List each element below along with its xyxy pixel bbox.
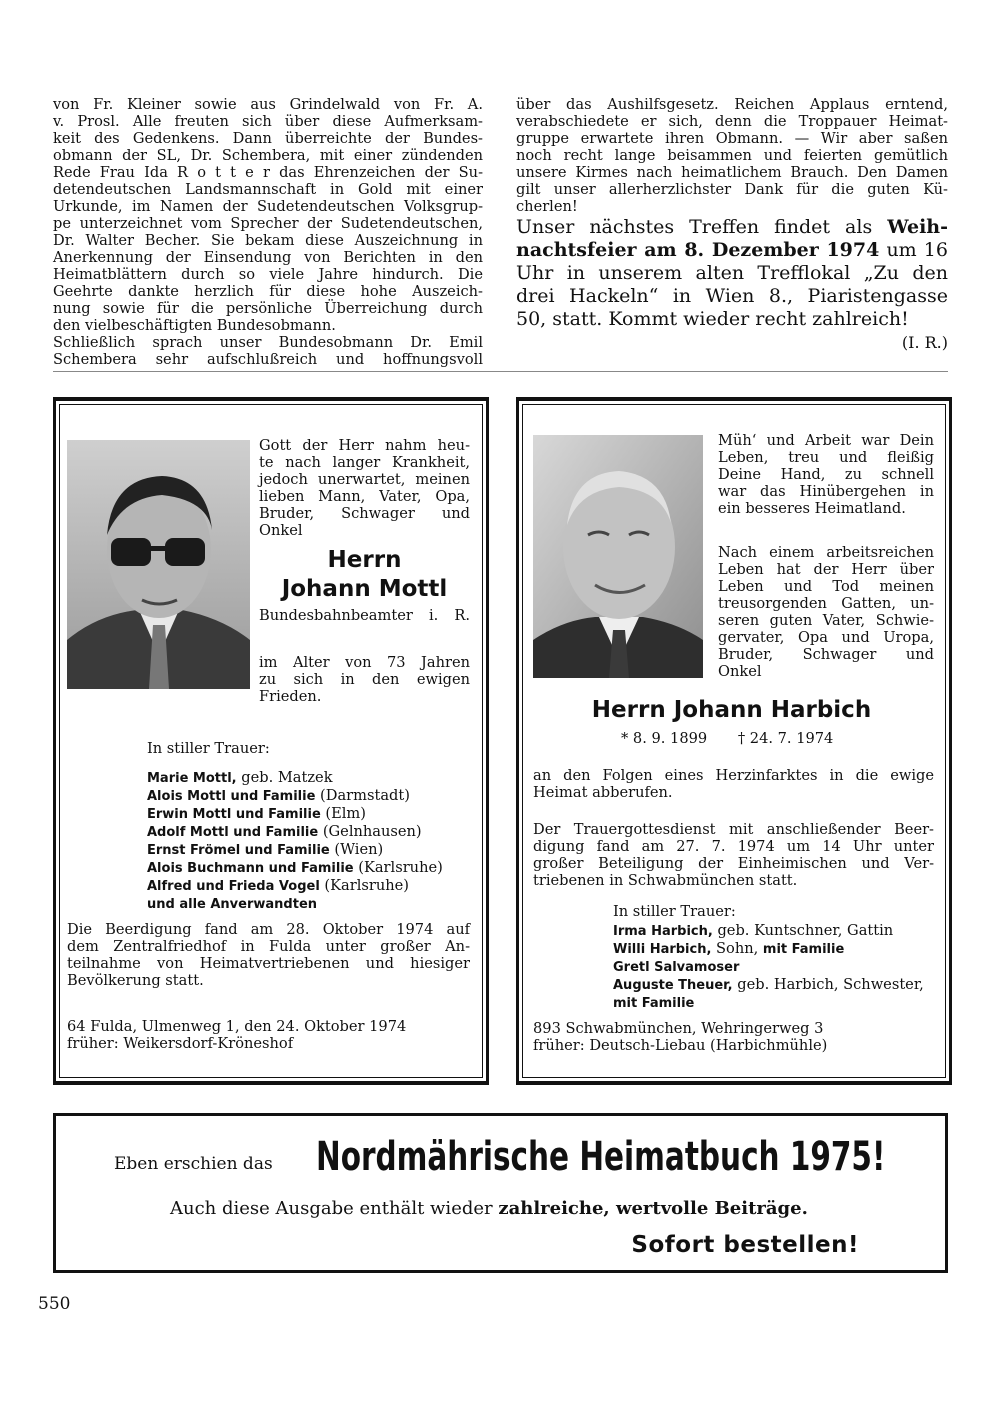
text-line: unsere Kirmes nach heimatlichem Brauch. Den Damen xyxy=(516,164,948,181)
mourner-line: Marie Mottl, geb. Matzek xyxy=(147,769,333,786)
text-line: Anerkennung der Einsendung von Berichten in den xyxy=(53,249,483,266)
portrait-image xyxy=(533,435,703,678)
ad-pre: Eben erschien das xyxy=(114,1154,273,1174)
deceased-name: Johann Mottl xyxy=(281,576,448,602)
text-line: Rede Frau Ida R o t t e r das Ehrenzeichen der Su- xyxy=(53,164,483,181)
text-line: Bruder, Schwager und xyxy=(718,646,934,663)
text-line: Leben und Tod meinen xyxy=(718,578,934,595)
text-line: v. Prosl. Alle freuten sich über diese Aufmerksam- xyxy=(53,113,483,130)
text-line: Bundesbahnbeamter i. R. xyxy=(259,607,470,624)
text-line: im Alter von 73 Jahren xyxy=(259,654,470,671)
obit-age xyxy=(259,654,470,705)
mourners-list xyxy=(147,769,477,913)
text-line: Onkel xyxy=(718,663,762,680)
mourner-line: Adolf Mottl und Familie (Gelnhausen) xyxy=(147,823,422,840)
text-line: Der Trauergottesdienst mit anschließender Beer- xyxy=(533,821,934,838)
notice-text: drei Hackeln“ in Wien 8., Piaristengasse xyxy=(516,285,948,307)
notice-text: Uhr in unserem alten Trefflokal „Zu den xyxy=(516,262,948,284)
text-line: Urkunde, im Namen der Sudetendeutschen Volksgrup- xyxy=(53,198,483,215)
ad-headline xyxy=(114,1132,914,1184)
text-line: Dr. Walter Becher. Sie bekam diese Auszeichnung in xyxy=(53,232,483,249)
text-line: Geehrte dankte herzlich für diese hohe Auszeich- xyxy=(53,283,483,300)
portrait-photo-mottl xyxy=(67,440,250,689)
obit-intro xyxy=(718,544,934,680)
notice-text: um 16 xyxy=(879,239,948,261)
text-line: Bruder, Schwager und xyxy=(259,505,470,522)
text-line: Heimat abberufen. xyxy=(533,784,673,801)
mourners-list xyxy=(613,922,943,1012)
mourner-line: Erwin Mottl und Familie (Elm) xyxy=(147,805,366,822)
text-line: Die Beerdigung fand am 28. Oktober 1974 auf xyxy=(67,921,470,938)
text-line: verabschiedete er sich, denn die Troppauer Heimat- xyxy=(516,113,948,130)
obit-quote xyxy=(718,432,934,517)
mourner-line: mit Familie xyxy=(613,996,695,1011)
text-line: pe unterzeichnet vom Sprecher der Sudetendeutschen, xyxy=(53,215,483,232)
text-line: dem Zentralfriedhof in Fulda unter großer An- xyxy=(67,938,470,955)
book-advertisement xyxy=(53,1113,948,1273)
text-line: großer Beteiligung der Einheimischen und Ver- xyxy=(533,855,934,872)
obituary-mottl xyxy=(53,397,489,1085)
text-line: war das Hinübergehen in xyxy=(718,483,934,500)
notice-text: 50, statt. Kommt wieder recht zahlreich! xyxy=(516,308,909,330)
text-line: digung fand am 27. 7. 1974 um 14 Uhr unter xyxy=(533,838,934,855)
obituary-harbich xyxy=(516,397,952,1085)
meeting-notice xyxy=(516,216,948,354)
notice-bold: Weih- xyxy=(887,216,948,238)
signature: (I. R.) xyxy=(901,333,948,352)
text-line: Leben, treu und fleißig xyxy=(718,449,934,466)
mourner-line: Alfred und Frieda Vogel (Karlsruhe) xyxy=(147,877,409,894)
address-line: 893 Schwabmünchen, Wehringerweg 3 xyxy=(533,1020,824,1037)
address-line: früher: Weikersdorf-Kröneshof xyxy=(67,1035,294,1052)
mourning-label: In stiller Trauer: xyxy=(147,740,270,757)
text-line: den vielbeschäftigten Bundesobmann. xyxy=(53,317,336,334)
text-line: ein besseres Heimatland. xyxy=(718,500,906,517)
death-date: † 24. 7. 1974 xyxy=(737,730,834,747)
article-right-column xyxy=(516,96,948,215)
text-line: keit des Gedenkens. Dann überreichte der Bundes- xyxy=(53,130,483,147)
text-line: Bevölkerung statt. xyxy=(67,972,204,989)
deceased-title xyxy=(259,607,470,624)
text-line: über das Aushilfsgesetz. Reichen Applaus erntend, xyxy=(516,96,948,113)
address xyxy=(533,1020,934,1054)
ad-subline: Auch diese Ausgabe enthält wieder zahlreiche, wertvolle Beiträge. xyxy=(170,1198,808,1219)
text-line: gilt unser allerherzlichster Dank für die guten Kü- xyxy=(516,181,948,198)
portrait-image xyxy=(67,440,250,689)
text-line: lieben Mann, Vater, Opa, xyxy=(259,488,470,505)
obit-cause xyxy=(533,767,934,801)
page-number: 550 xyxy=(38,1294,71,1314)
obit-intro xyxy=(259,437,470,539)
text-line: Frieden. xyxy=(259,688,322,705)
notice-bold: nachtsfeier am 8. Dezember 1974 xyxy=(516,239,880,261)
text-line: gruppe erwartete ihren Obmann. — Wir aber saßen xyxy=(516,130,948,147)
ad-title: Nordmährische Heimatbuch 1975! xyxy=(316,1134,886,1180)
text-line: Schließlich sprach unser Bundesobmann Dr. Emil xyxy=(53,334,483,351)
text-line: seren guten Vater, Schwie- xyxy=(718,612,934,629)
text-line: Schembera sehr aufschlußreich und hoffnungsvoll xyxy=(53,351,483,368)
text-line: detendeutschen Landsmannschaft in Gold mit einer xyxy=(53,181,483,198)
mourner-line: Willi Harbich, Sohn, mit Familie xyxy=(613,940,845,957)
separator-line xyxy=(53,371,948,372)
life-dates xyxy=(621,730,861,747)
text-line: Nach einem arbeitsreichen xyxy=(718,544,934,561)
mourning-label: In stiller Trauer: xyxy=(613,903,736,920)
text-line: cherlen! xyxy=(516,198,578,215)
text-line: an den Folgen eines Herzinfarktes in die ewige xyxy=(533,767,934,784)
notice-text: Unser nächstes Treffen findet als xyxy=(516,216,888,238)
text-line: von Fr. Kleiner sowie aus Grindelwald von Fr. A. xyxy=(53,96,483,113)
address xyxy=(67,1018,470,1052)
text-line: treusorgenden Gatten, un- xyxy=(718,595,934,612)
text-line: obmann der SL, Dr. Schembera, mit einer zündenden xyxy=(53,147,483,164)
text-line: Gott der Herr nahm heu- xyxy=(259,437,470,454)
mourner-line: Ernst Frömel und Familie (Wien) xyxy=(147,841,384,858)
text-line: zu sich in den ewigen xyxy=(259,671,470,688)
text-line: nung sowie für die persönliche Überreichung durch xyxy=(53,300,483,317)
text-line: jedoch unerwartet, meinen xyxy=(259,471,470,488)
mourner-line: und alle Anverwandten xyxy=(147,897,318,912)
mourner-line: Alois Buchmann und Familie (Karlsruhe) xyxy=(147,859,443,876)
portrait-photo-harbich xyxy=(533,435,703,678)
text-line: triebenen in Schwabmünchen statt. xyxy=(533,872,798,889)
mourner-line: Alois Mottl und Familie (Darmstadt) xyxy=(147,787,410,804)
mourner-line: Gretl Salvamoser xyxy=(613,960,740,975)
deceased-name: Herrn Johann Harbich xyxy=(591,697,872,723)
ad-call-to-action: Sofort bestellen! xyxy=(631,1232,859,1258)
text-line: noch recht lange beisammen und feierten gemütlich xyxy=(516,147,948,164)
article-left-column xyxy=(53,96,483,368)
service-details xyxy=(533,821,934,889)
address-line: früher: Deutsch-Liebau (Harbichmühle) xyxy=(533,1037,828,1054)
birth-date: * 8. 9. 1899 xyxy=(621,730,708,747)
text-line: Leben hat der Herr über xyxy=(718,561,934,578)
mourner-line: Irma Harbich, geb. Kuntschner, Gattin xyxy=(613,922,894,939)
text-line: Onkel xyxy=(259,522,303,539)
text-line: Müh‘ und Arbeit war Dein xyxy=(718,432,934,449)
text-line: te nach langer Krankheit, xyxy=(259,454,470,471)
deceased-honorific: Herrn xyxy=(327,547,402,573)
text-line: Heimatblättern durch so viele Jahre hindurch. Die xyxy=(53,266,483,283)
funeral-details xyxy=(67,921,470,989)
address-line: 64 Fulda, Ulmenweg 1, den 24. Oktober 1974 xyxy=(67,1018,407,1035)
text-line: gervater, Opa und Uropa, xyxy=(718,629,934,646)
text-line: Deine Hand, zu schnell xyxy=(718,466,934,483)
mourner-line: Auguste Theuer, geb. Harbich, Schwester, xyxy=(613,976,924,993)
text-line: teilnahme von Heimatvertriebenen und hiesiger xyxy=(67,955,470,972)
